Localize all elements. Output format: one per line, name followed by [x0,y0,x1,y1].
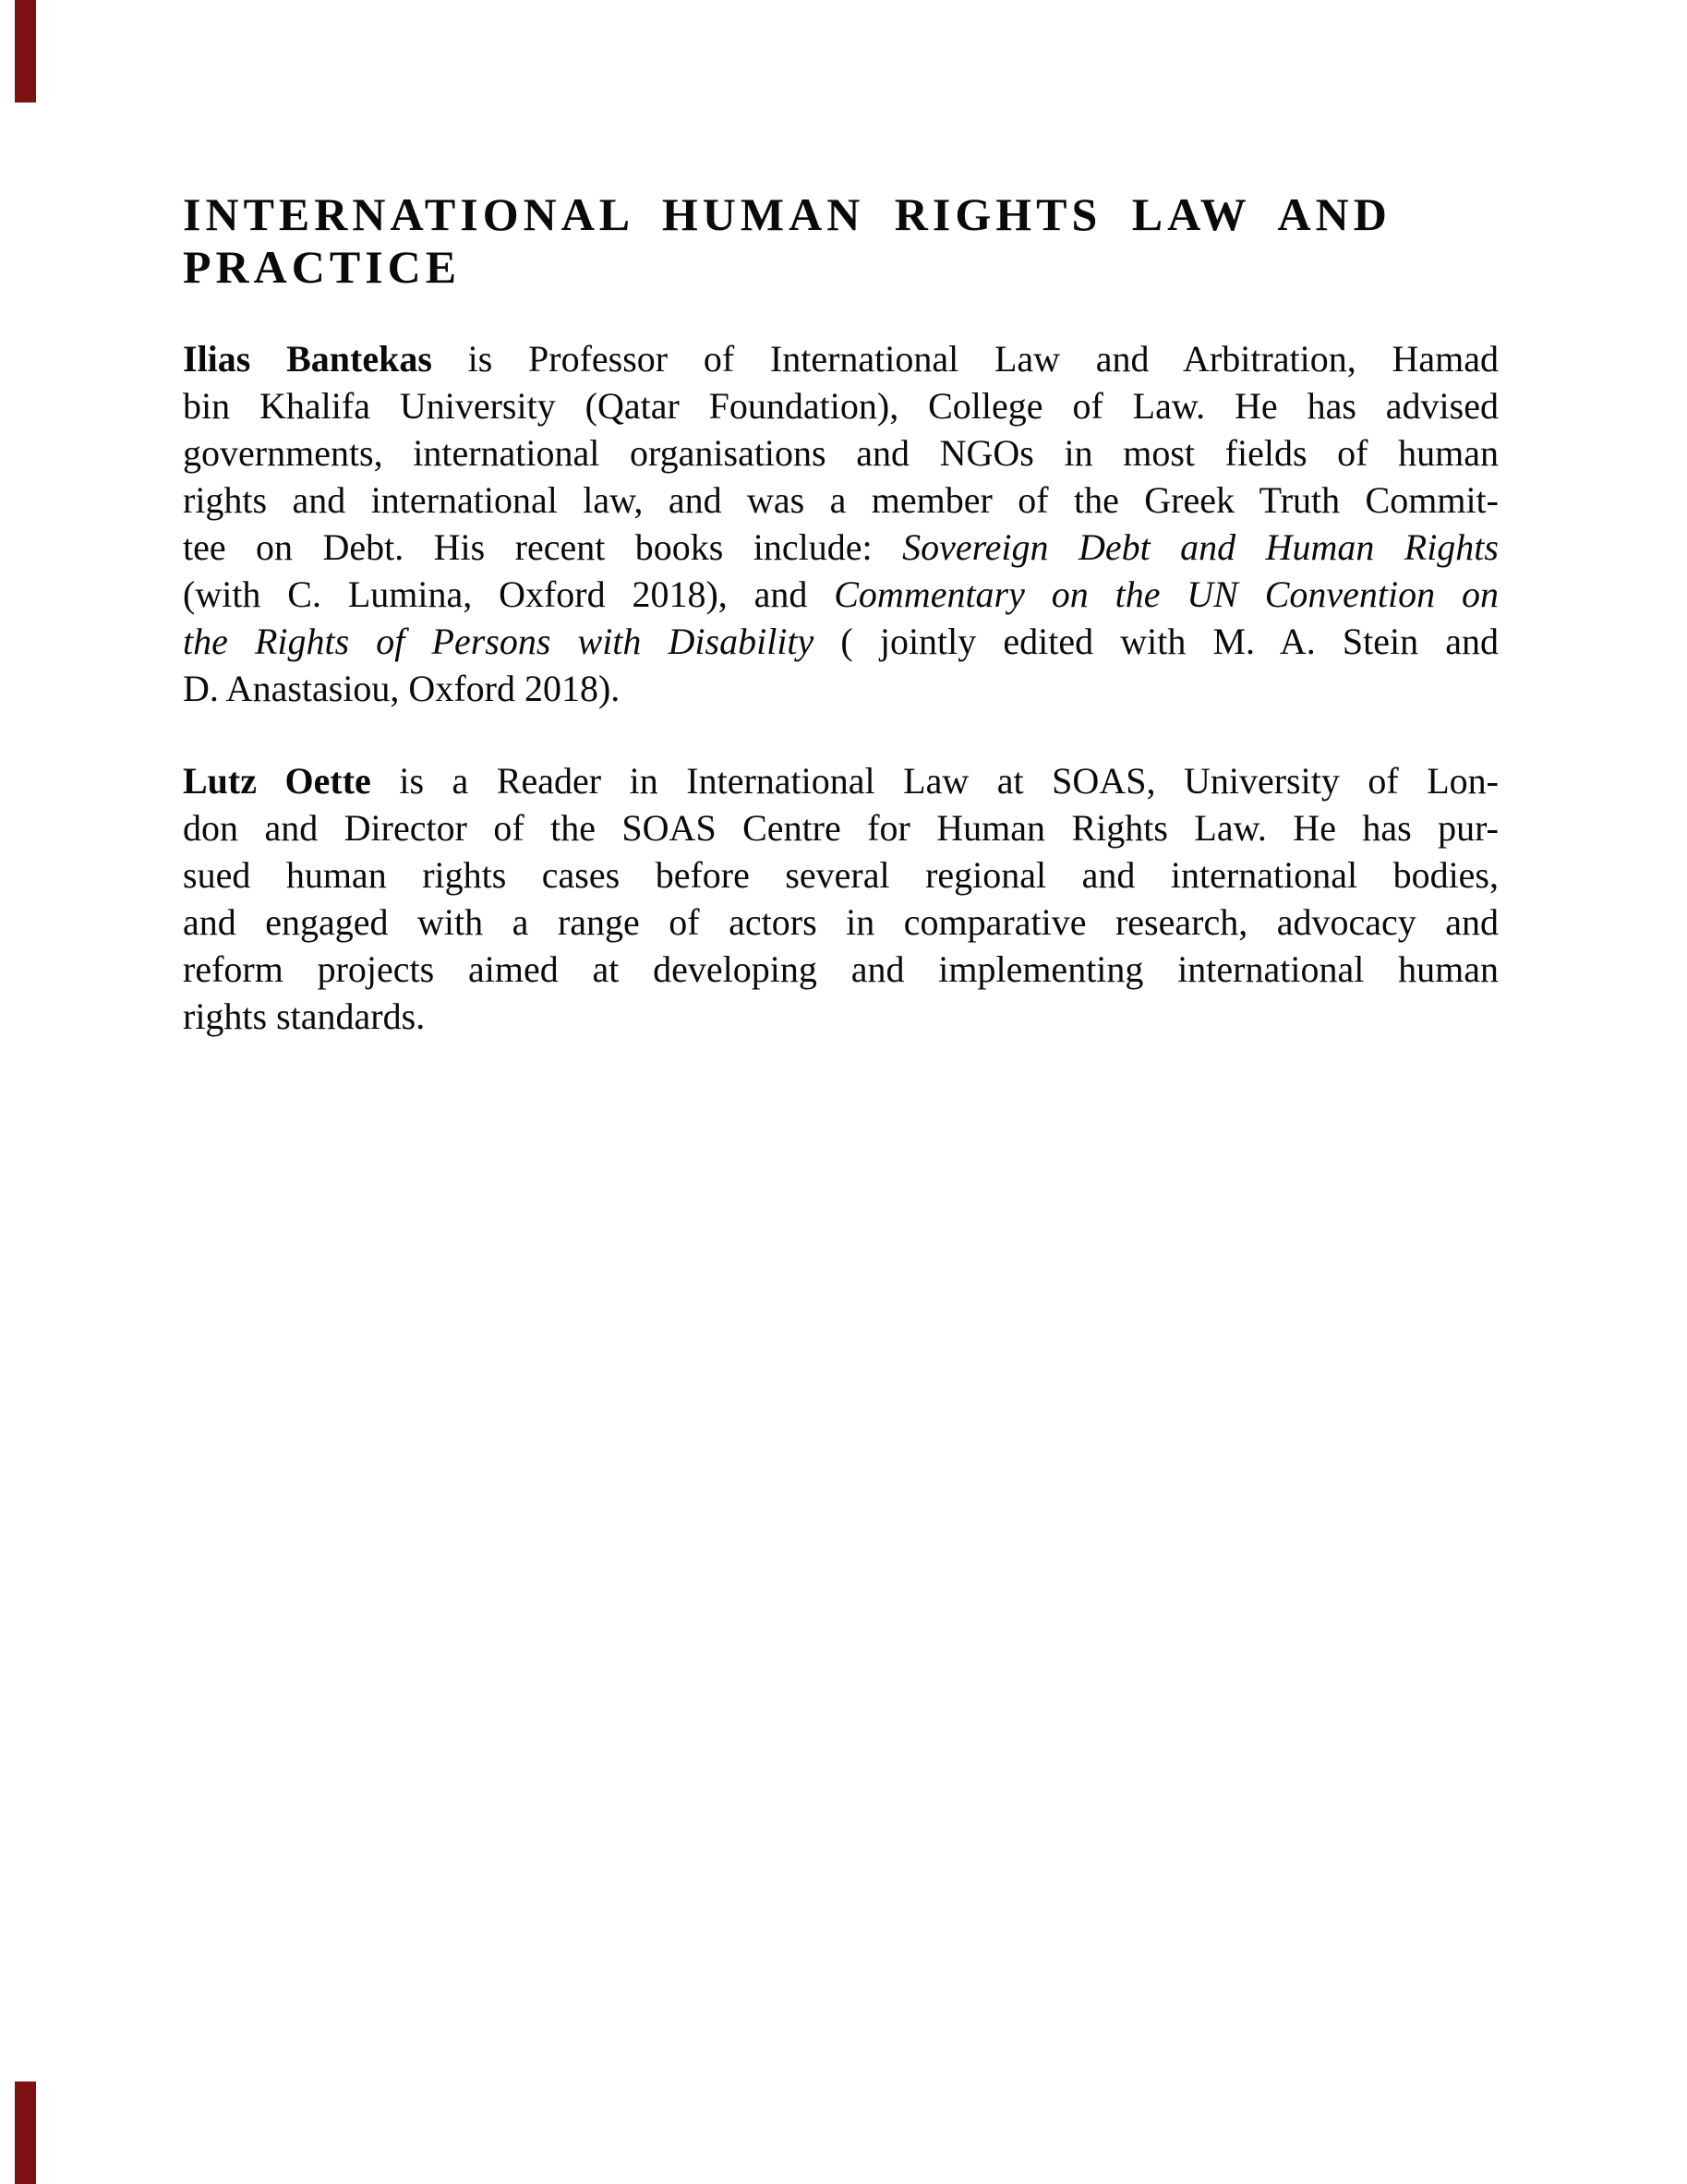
text-line [183,524,1499,571]
text-line [183,804,1499,851]
text-line [183,571,1499,618]
text-segment: D. Anastasiou, Oxford 2018). [183,668,621,709]
text-segment: and engaged with a range of actors in comparative research, advocacy and [183,901,1499,943]
text-line [183,899,1499,946]
text-segment: is Professor of International Law and Arbitration, Hamad [431,338,1500,380]
text-line [183,477,1499,524]
text-line [183,382,1499,429]
author-bio-paragraph-bantekas [183,335,1499,712]
text-line [183,757,1499,804]
cited-book-title: the Rights of Persons with Disability [183,621,814,662]
text-line [183,851,1499,899]
text-segment: bin Khalifa University (Qatar Foundation), College of Law. He has advised [183,385,1499,427]
text-line [183,665,1499,712]
text-segment: governments, international organisations and NGOs in most fields of human [183,432,1499,474]
text-line [183,618,1499,665]
text-segment: reform projects aimed at developing and implementing international human [183,948,1499,990]
text-line [183,335,1499,382]
text-segment: sued human rights cases before several regional and international bodies, [183,854,1499,896]
author-name: Lutz Oette [183,760,371,802]
text-line [183,993,1499,1040]
text-segment: ( jointly edited with M. A. Stein and [813,621,1499,662]
author-name: Ilias Bantekas [183,338,432,380]
book-title-line-2: PRACTICE [183,241,462,293]
text-segment: rights and international law, and was a member of the Greek Truth Commit- [183,479,1499,521]
text-line [183,946,1499,993]
text-line [183,429,1499,477]
text-segment: (with C. Lumina, Oxford 2018), and [183,573,835,615]
cited-book-title: Sovereign Debt and Human Rights [902,526,1499,568]
text-segment: tee on Debt. His recent books include: [183,526,903,568]
text-segment: rights standards. [183,995,426,1037]
book-title [183,188,1503,294]
red-edge-mark-bottom [15,2081,36,2184]
text-segment: don and Director of the SOAS Centre for Human Rights Law. He has pur- [183,807,1499,849]
cited-book-title: Commentary on the UN Convention on [834,573,1499,615]
author-bio-paragraph-oette [183,757,1499,1040]
red-edge-mark-top [15,0,36,103]
text-segment: is a Reader in International Law at SOAS, University of Lon- [370,760,1499,802]
book-title-line-1: INTERNATIONAL HUMAN RIGHTS LAW AND [183,188,1392,240]
